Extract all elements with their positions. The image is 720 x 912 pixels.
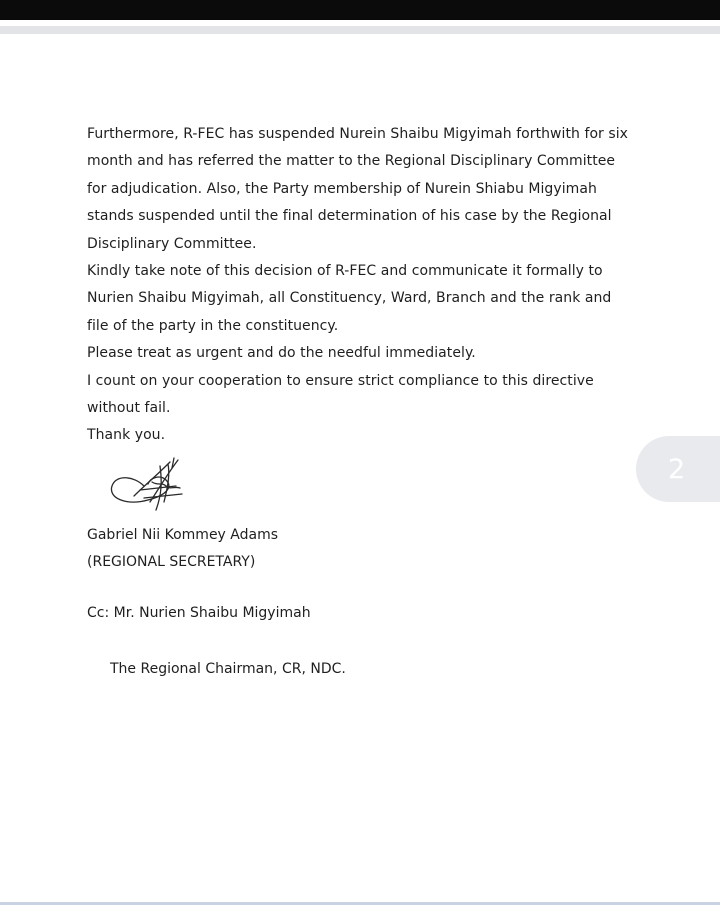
letter-line: I count on your cooperation to ensure strict compliance to this directive [87,372,594,389]
letter-line: stands suspended until the final determination of his case by the Regional [87,208,612,225]
letter-line: Thank you. [87,427,166,444]
letter-line: month and has referred the matter to the Regional Disciplinary Committee [87,153,616,170]
letter-line: Nurien Shaibu Migyimah, all Constituency, Ward, Branch and the rank and [87,290,612,307]
page-number: 2 [668,453,686,485]
page-number-badge[interactable] [636,436,720,502]
letter-line: Furthermore, R-FEC has suspended Nurein Shaibu Migyimah forthwith for six [87,126,628,142]
status-bar [0,0,720,20]
letter-line: Disciplinary Committee. [87,235,257,252]
letter-line: for adjudication. Also, the Party membership of Nurein Shiabu Migyimah [87,180,597,197]
signature [104,456,188,514]
signatory-name: Gabriel Nii Kommey Adams [87,527,279,543]
cc-recipient: Cc: Mr. Nurien Shaibu Migyimah [87,605,311,621]
letter-line: Please treat as urgent and do the needful immediately. [87,345,476,362]
letter-line: file of the party in the constituency. [87,317,339,334]
page-separator [0,26,720,34]
letter-line: Kindly take note of this decision of R-FEC and communicate it formally to [87,263,603,280]
letter-body [87,121,647,450]
page-bottom-divider [0,902,720,905]
signatory-title: (REGIONAL SECRETARY) [87,554,256,570]
cc-recipient: The Regional Chairman, CR, NDC. [110,661,346,677]
letter-line: without fail. [87,400,171,417]
